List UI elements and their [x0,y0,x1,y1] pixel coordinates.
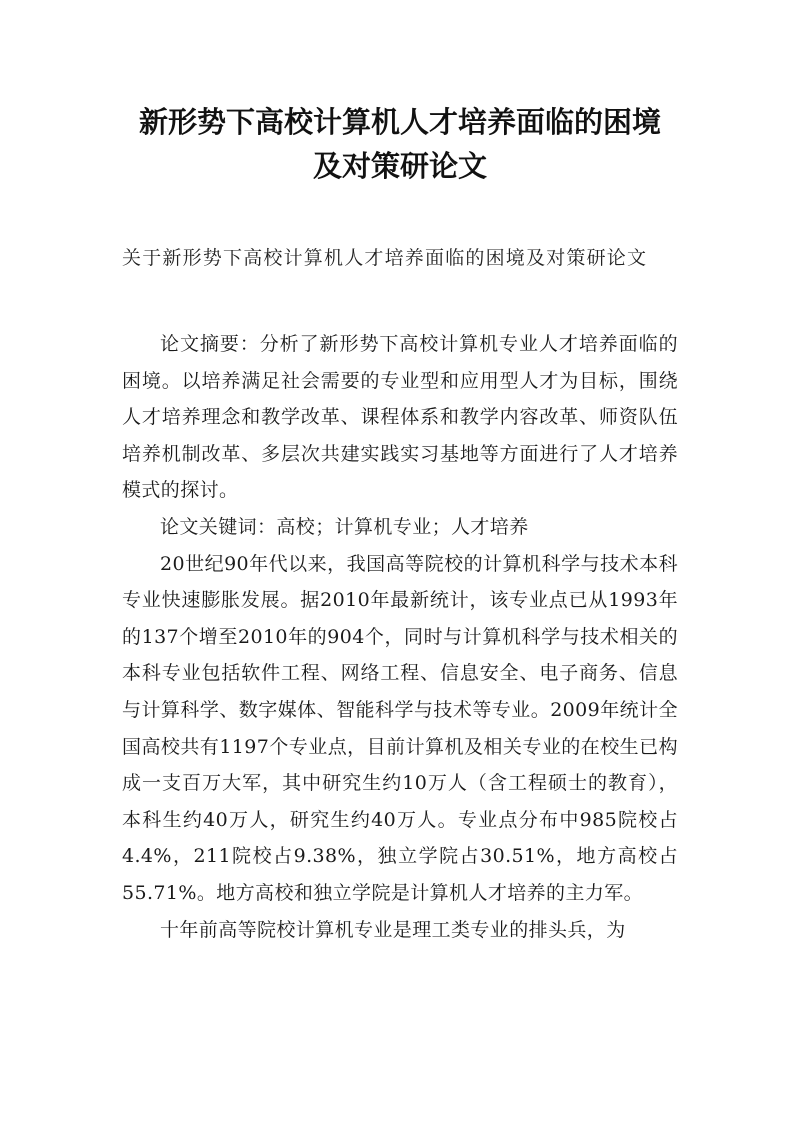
abstract-paragraph: 论文摘要：分析了新形势下高校计算机专业人才培养面临的困境。以培养满足社会需要的专业型和应用型人才为目标，围绕人才培养理念和教学改革、课程体系和教学内容改革、师资队伍培养机制改革、多层次共建实践实习基地等方面进行了人才培养模式的探讨。 [122,333,678,502]
title-line-1: 新形势下高校计算机人才培养面临的困境 [138,105,661,139]
body-paragraph: 20世纪90年代以来，我国高等院校的计算机科学与技术本科专业快速膨胀发展。据2010年最新统计，该专业点已从1993年的137个增至2010年的904个，同时与计算机科学与技术相关的本科专业包括软件工程、网络工程、信息安全、电子商务、信息与计算科学、数字媒体、智能科学与技术等专业。2009年统计全国高校共有1197个专业点，目前计算机及相关专业的在校生已构成一支百万大军，其中研究生约10万人（含工程硕士的教育），本科生约40万人，研究生约40万人。专业点分布中985院校占4.4%，211院校占9.38%，独立学院占30.51%，地方高校占55.71%。地方高校和独立学院是计算机人才培养的主力军。 [122,552,678,904]
keywords-paragraph: 论文关键词：高校；计算机专业；人才培养 [160,515,529,538]
document-subtitle: 关于新形势下高校计算机人才培养面临的困境及对策研论文 [122,247,648,269]
body-paragraph: 十年前高等院校计算机专业是理工类专业的排头兵，为 [160,918,626,941]
title-line-2: 及对策研论文 [312,149,487,183]
document-body [122,326,678,948]
document-title [122,0,678,188]
